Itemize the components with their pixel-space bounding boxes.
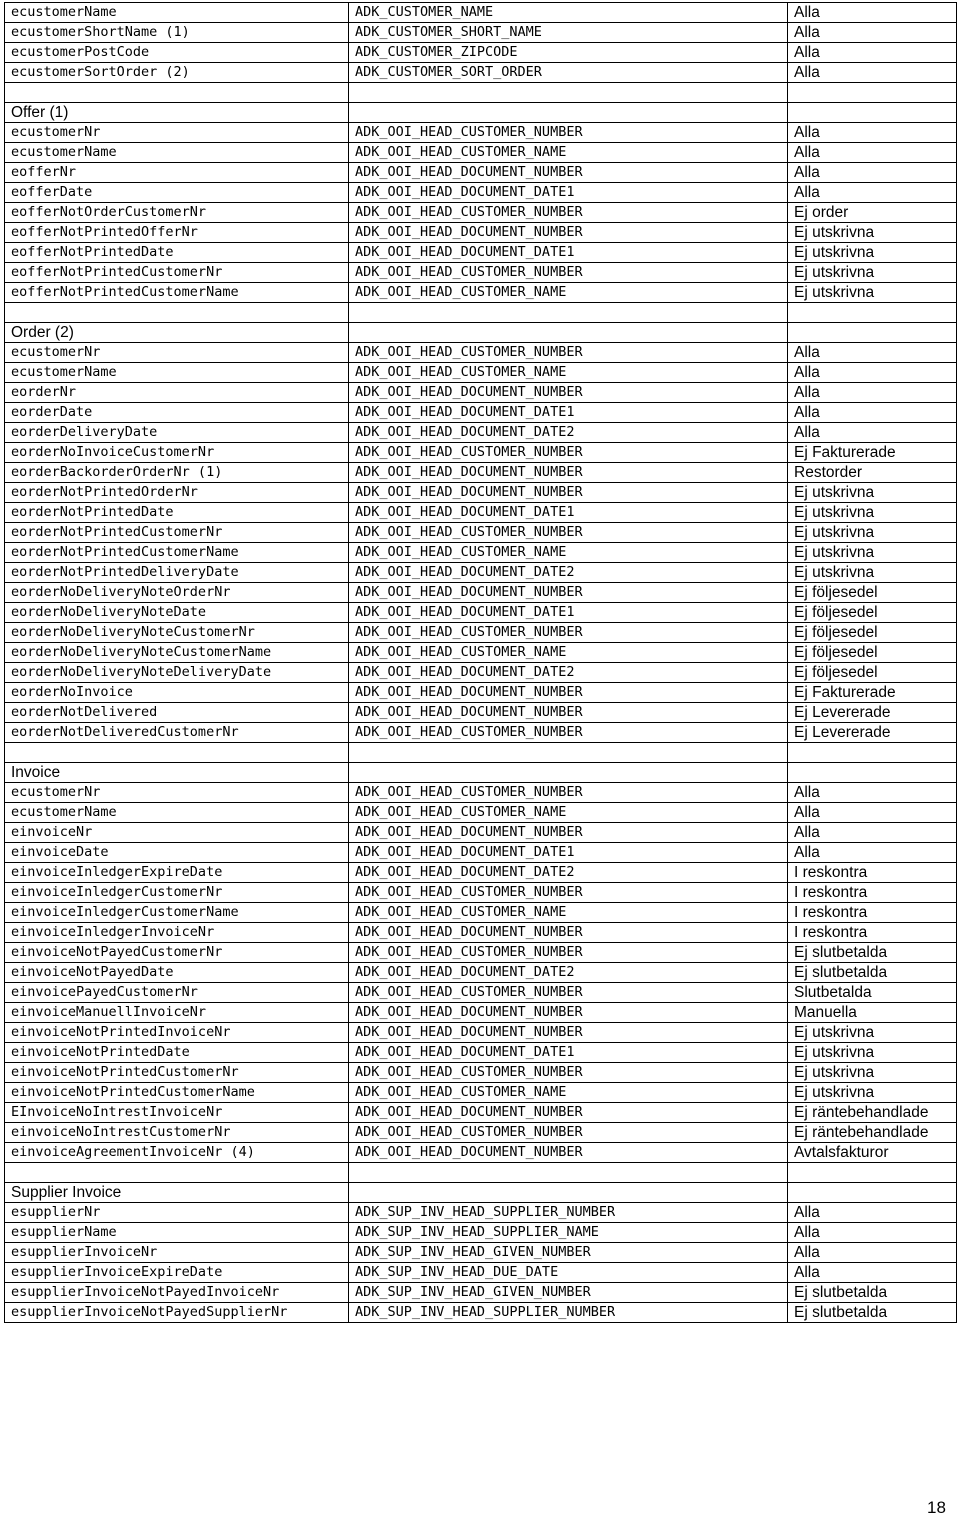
constant-name: ADK_OOI_HEAD_DOCUMENT_NUMBER	[349, 463, 788, 483]
variable-name: ecustomerSortOrder (2)	[5, 63, 349, 83]
empty-cell	[349, 1183, 788, 1203]
table-row	[5, 843, 957, 863]
table-row	[5, 463, 957, 483]
table-row	[5, 263, 957, 283]
filter-value: Alla	[788, 3, 957, 23]
variable-name: einvoiceNotPrintedCustomerNr	[5, 1063, 349, 1083]
variable-name: ecustomerName	[5, 143, 349, 163]
table-row	[5, 163, 957, 183]
variable-name: ecustomerPostCode	[5, 43, 349, 63]
table-row	[5, 203, 957, 223]
constant-name: ADK_OOI_HEAD_DOCUMENT_DATE1	[349, 503, 788, 523]
filter-value: Ej order	[788, 203, 957, 223]
variable-name: einvoiceDate	[5, 843, 349, 863]
variable-name: esupplierInvoiceNr	[5, 1243, 349, 1263]
filter-value: Alla	[788, 823, 957, 843]
table-row	[5, 1283, 957, 1303]
variable-name: eorderNoDeliveryNoteDeliveryDate	[5, 663, 349, 683]
section-heading-row	[5, 323, 957, 343]
variable-name: ecustomerName	[5, 363, 349, 383]
variable-name: einvoiceInledgerInvoiceNr	[5, 923, 349, 943]
filter-value: Alla	[788, 23, 957, 43]
constant-name: ADK_SUP_INV_HEAD_DUE_DATE	[349, 1263, 788, 1283]
filter-value: I reskontra	[788, 903, 957, 923]
constant-name: ADK_OOI_HEAD_CUSTOMER_NUMBER	[349, 783, 788, 803]
table-row	[5, 863, 957, 883]
table-row	[5, 143, 957, 163]
empty-cell	[788, 323, 957, 343]
filter-value: Alla	[788, 423, 957, 443]
table-row	[5, 123, 957, 143]
constant-name: ADK_OOI_HEAD_DOCUMENT_NUMBER	[349, 823, 788, 843]
variable-name: eorderNoDeliveryNoteDate	[5, 603, 349, 623]
table-row	[5, 523, 957, 543]
filter-value: Alla	[788, 63, 957, 83]
table-row	[5, 923, 957, 943]
variable-name: EInvoiceNoIntrestInvoiceNr	[5, 1103, 349, 1123]
table-row	[5, 243, 957, 263]
constant-name: ADK_OOI_HEAD_CUSTOMER_NAME	[349, 143, 788, 163]
constant-name: ADK_OOI_HEAD_DOCUMENT_DATE2	[349, 963, 788, 983]
constant-name: ADK_OOI_HEAD_DOCUMENT_NUMBER	[349, 1023, 788, 1043]
constant-name: ADK_OOI_HEAD_DOCUMENT_DATE1	[349, 403, 788, 423]
filter-value: Ej utskrivna	[788, 483, 957, 503]
filter-value: I reskontra	[788, 923, 957, 943]
variable-name: eorderNoInvoiceCustomerNr	[5, 443, 349, 463]
constant-name: ADK_OOI_HEAD_CUSTOMER_NUMBER	[349, 623, 788, 643]
variable-name: ecustomerNr	[5, 123, 349, 143]
constant-name: ADK_OOI_HEAD_CUSTOMER_NUMBER	[349, 883, 788, 903]
constant-name: ADK_OOI_HEAD_DOCUMENT_DATE1	[349, 843, 788, 863]
filter-value: Alla	[788, 383, 957, 403]
table-row	[5, 1263, 957, 1283]
constants-table-body	[5, 3, 957, 1323]
page-number: 18	[927, 1498, 946, 1517]
table-row	[5, 803, 957, 823]
table-row	[5, 543, 957, 563]
variable-name: einvoiceInledgerCustomerName	[5, 903, 349, 923]
section-heading-row	[5, 763, 957, 783]
constant-name: ADK_OOI_HEAD_DOCUMENT_DATE1	[349, 1043, 788, 1063]
filter-value: Ej utskrivna	[788, 1083, 957, 1103]
table-row	[5, 1143, 957, 1163]
filter-value: Ej slutbetalda	[788, 1303, 957, 1323]
table-row	[5, 423, 957, 443]
variable-name: eorderNotPrintedDeliveryDate	[5, 563, 349, 583]
filter-value: Alla	[788, 143, 957, 163]
filter-value: Alla	[788, 803, 957, 823]
table-row	[5, 683, 957, 703]
constant-name: ADK_OOI_HEAD_DOCUMENT_DATE2	[349, 423, 788, 443]
filter-value: Ej Fakturerade	[788, 683, 957, 703]
variable-name: einvoiceNoIntrestCustomerNr	[5, 1123, 349, 1143]
constant-name: ADK_OOI_HEAD_DOCUMENT_DATE2	[349, 563, 788, 583]
filter-value: I reskontra	[788, 863, 957, 883]
table-row	[5, 643, 957, 663]
variable-name: eorderDeliveryDate	[5, 423, 349, 443]
constant-name: ADK_SUP_INV_HEAD_GIVEN_NUMBER	[349, 1243, 788, 1263]
constant-name: ADK_OOI_HEAD_DOCUMENT_NUMBER	[349, 1143, 788, 1163]
variable-name: eofferNotOrderCustomerNr	[5, 203, 349, 223]
variable-name: eorderDate	[5, 403, 349, 423]
filter-value: Ej utskrivna	[788, 1063, 957, 1083]
section-heading-row	[5, 1183, 957, 1203]
constant-name: ADK_CUSTOMER_SHORT_NAME	[349, 23, 788, 43]
filter-value: Ej slutbetalda	[788, 1283, 957, 1303]
table-row	[5, 723, 957, 743]
constant-name: ADK_OOI_HEAD_CUSTOMER_NUMBER	[349, 723, 788, 743]
table-row	[5, 1003, 957, 1023]
variable-name: eofferNotPrintedCustomerNr	[5, 263, 349, 283]
filter-value: Alla	[788, 843, 957, 863]
filter-value: Ej utskrivna	[788, 503, 957, 523]
empty-cell	[5, 1163, 349, 1183]
table-row	[5, 943, 957, 963]
empty-cell	[788, 1183, 957, 1203]
filter-value: Slutbetalda	[788, 983, 957, 1003]
filter-value: Ej utskrivna	[788, 283, 957, 303]
variable-name: esupplierName	[5, 1223, 349, 1243]
variable-name: eorderNotDeliveredCustomerNr	[5, 723, 349, 743]
empty-cell	[788, 303, 957, 323]
filter-value: Restorder	[788, 463, 957, 483]
constant-name: ADK_OOI_HEAD_CUSTOMER_NUMBER	[349, 343, 788, 363]
variable-name: eorderNoDeliveryNoteCustomerNr	[5, 623, 349, 643]
table-row	[5, 223, 957, 243]
table-row	[5, 343, 957, 363]
variable-name: einvoiceNr	[5, 823, 349, 843]
variable-name: ecustomerName	[5, 803, 349, 823]
variable-name: einvoiceManuellInvoiceNr	[5, 1003, 349, 1023]
table-row	[5, 1043, 957, 1063]
variable-name: ecustomerName	[5, 3, 349, 23]
filter-value: Alla	[788, 163, 957, 183]
section-heading-row	[5, 103, 957, 123]
filter-value: Alla	[788, 783, 957, 803]
table-row	[5, 583, 957, 603]
empty-cell	[788, 743, 957, 763]
variable-name: eofferNr	[5, 163, 349, 183]
filter-value: Ej följesedel	[788, 623, 957, 643]
constant-name: ADK_OOI_HEAD_DOCUMENT_NUMBER	[349, 223, 788, 243]
variable-name: eorderNotDelivered	[5, 703, 349, 723]
filter-value: Ej följesedel	[788, 663, 957, 683]
filter-value: Ej följesedel	[788, 583, 957, 603]
constant-name: ADK_OOI_HEAD_DOCUMENT_NUMBER	[349, 1103, 788, 1123]
empty-cell	[788, 103, 957, 123]
filter-value: Ej utskrivna	[788, 543, 957, 563]
filter-value: Ej utskrivna	[788, 1043, 957, 1063]
empty-cell	[5, 743, 349, 763]
constant-name: ADK_OOI_HEAD_CUSTOMER_NAME	[349, 643, 788, 663]
table-row	[5, 903, 957, 923]
section-heading: Supplier Invoice	[5, 1183, 349, 1203]
constant-name: ADK_OOI_HEAD_DOCUMENT_DATE1	[349, 603, 788, 623]
filter-value: Ej följesedel	[788, 603, 957, 623]
filter-value: Alla	[788, 363, 957, 383]
filter-value: Alla	[788, 123, 957, 143]
spacer-row	[5, 303, 957, 323]
table-row	[5, 23, 957, 43]
constant-name: ADK_OOI_HEAD_CUSTOMER_NUMBER	[349, 983, 788, 1003]
variable-name: eofferNotPrintedDate	[5, 243, 349, 263]
empty-cell	[349, 303, 788, 323]
section-heading: Invoice	[5, 763, 349, 783]
variable-name: einvoiceInledgerCustomerNr	[5, 883, 349, 903]
variable-name: einvoiceInledgerExpireDate	[5, 863, 349, 883]
table-row	[5, 183, 957, 203]
filter-value: Alla	[788, 43, 957, 63]
table-row	[5, 783, 957, 803]
constant-name: ADK_SUP_INV_HEAD_GIVEN_NUMBER	[349, 1283, 788, 1303]
constant-name: ADK_CUSTOMER_ZIPCODE	[349, 43, 788, 63]
table-row	[5, 1103, 957, 1123]
table-row	[5, 883, 957, 903]
table-row	[5, 563, 957, 583]
variable-name: eorderNr	[5, 383, 349, 403]
variable-name: ecustomerNr	[5, 343, 349, 363]
table-row	[5, 963, 957, 983]
constant-name: ADK_OOI_HEAD_CUSTOMER_NAME	[349, 803, 788, 823]
constant-name: ADK_OOI_HEAD_CUSTOMER_NUMBER	[349, 1063, 788, 1083]
variable-name: einvoiceNotPrintedDate	[5, 1043, 349, 1063]
filter-value: Ej räntebehandlade	[788, 1123, 957, 1143]
variable-name: ecustomerNr	[5, 783, 349, 803]
constants-table	[4, 2, 957, 1323]
constant-name: ADK_SUP_INV_HEAD_SUPPLIER_NUMBER	[349, 1303, 788, 1323]
table-row	[5, 503, 957, 523]
constant-name: ADK_OOI_HEAD_CUSTOMER_NAME	[349, 283, 788, 303]
spacer-row	[5, 1163, 957, 1183]
table-row	[5, 1063, 957, 1083]
variable-name: einvoiceNotPrintedCustomerName	[5, 1083, 349, 1103]
table-row	[5, 823, 957, 843]
empty-cell	[349, 1163, 788, 1183]
filter-value: Ej Fakturerade	[788, 443, 957, 463]
variable-name: esupplierInvoiceNotPayedSupplierNr	[5, 1303, 349, 1323]
spacer-row	[5, 83, 957, 103]
table-row	[5, 1083, 957, 1103]
constant-name: ADK_OOI_HEAD_DOCUMENT_NUMBER	[349, 483, 788, 503]
filter-value: Alla	[788, 1203, 957, 1223]
variable-name: eorderNotPrintedCustomerNr	[5, 523, 349, 543]
table-row	[5, 63, 957, 83]
filter-value: Ej utskrivna	[788, 523, 957, 543]
constant-name: ADK_OOI_HEAD_CUSTOMER_NAME	[349, 1083, 788, 1103]
variable-name: eorderNotPrintedDate	[5, 503, 349, 523]
filter-value: Ej räntebehandlade	[788, 1103, 957, 1123]
empty-cell	[349, 743, 788, 763]
table-row	[5, 623, 957, 643]
table-row	[5, 1223, 957, 1243]
variable-name: esupplierNr	[5, 1203, 349, 1223]
variable-name: eorderNoInvoice	[5, 683, 349, 703]
table-row	[5, 1123, 957, 1143]
variable-name: eorderNotPrintedCustomerName	[5, 543, 349, 563]
constant-name: ADK_OOI_HEAD_CUSTOMER_NUMBER	[349, 123, 788, 143]
constant-name: ADK_OOI_HEAD_DOCUMENT_NUMBER	[349, 703, 788, 723]
filter-value: Ej Levererade	[788, 723, 957, 743]
filter-value: Ej följesedel	[788, 643, 957, 663]
variable-name: ecustomerShortName (1)	[5, 23, 349, 43]
table-row	[5, 1023, 957, 1043]
table-row	[5, 283, 957, 303]
table-row	[5, 3, 957, 23]
constant-name: ADK_OOI_HEAD_DOCUMENT_NUMBER	[349, 583, 788, 603]
filter-value: Alla	[788, 1263, 957, 1283]
constant-name: ADK_OOI_HEAD_CUSTOMER_NAME	[349, 543, 788, 563]
filter-value: Alla	[788, 343, 957, 363]
variable-name: eorderNoDeliveryNoteCustomerName	[5, 643, 349, 663]
constant-name: ADK_OOI_HEAD_CUSTOMER_NUMBER	[349, 203, 788, 223]
variable-name: eofferNotPrintedCustomerName	[5, 283, 349, 303]
filter-value: Ej utskrivna	[788, 1023, 957, 1043]
constant-name: ADK_OOI_HEAD_DOCUMENT_DATE2	[349, 663, 788, 683]
filter-value: Ej utskrivna	[788, 563, 957, 583]
filter-value: Ej slutbetalda	[788, 963, 957, 983]
table-row	[5, 443, 957, 463]
empty-cell	[349, 763, 788, 783]
filter-value: Alla	[788, 183, 957, 203]
table-row	[5, 983, 957, 1003]
constant-name: ADK_OOI_HEAD_DOCUMENT_NUMBER	[349, 1003, 788, 1023]
constant-name: ADK_OOI_HEAD_CUSTOMER_NAME	[349, 363, 788, 383]
empty-cell	[5, 83, 349, 103]
variable-name: einvoiceAgreementInvoiceNr (4)	[5, 1143, 349, 1163]
constant-name: ADK_OOI_HEAD_DOCUMENT_NUMBER	[349, 683, 788, 703]
constant-name: ADK_OOI_HEAD_DOCUMENT_DATE1	[349, 183, 788, 203]
table-row	[5, 483, 957, 503]
table-row	[5, 383, 957, 403]
variable-name: esupplierInvoiceExpireDate	[5, 1263, 349, 1283]
table-row	[5, 403, 957, 423]
empty-cell	[788, 763, 957, 783]
filter-value: Ej Levererade	[788, 703, 957, 723]
table-row	[5, 663, 957, 683]
variable-name: eofferNotPrintedOfferNr	[5, 223, 349, 243]
spacer-row	[5, 743, 957, 763]
filter-value: Ej slutbetalda	[788, 943, 957, 963]
filter-value: Ej utskrivna	[788, 223, 957, 243]
filter-value: Alla	[788, 1243, 957, 1263]
filter-value: Ej utskrivna	[788, 263, 957, 283]
filter-value: Alla	[788, 1223, 957, 1243]
filter-value: Manuella	[788, 1003, 957, 1023]
variable-name: esupplierInvoiceNotPayedInvoiceNr	[5, 1283, 349, 1303]
empty-cell	[788, 83, 957, 103]
variable-name: eofferDate	[5, 183, 349, 203]
empty-cell	[349, 103, 788, 123]
variable-name: eorderBackorderOrderNr (1)	[5, 463, 349, 483]
table-row	[5, 1303, 957, 1323]
constant-name: ADK_OOI_HEAD_DOCUMENT_DATE2	[349, 863, 788, 883]
constant-name: ADK_OOI_HEAD_DOCUMENT_NUMBER	[349, 383, 788, 403]
variable-name: einvoiceNotPayedDate	[5, 963, 349, 983]
constant-name: ADK_OOI_HEAD_CUSTOMER_NUMBER	[349, 943, 788, 963]
empty-cell	[349, 323, 788, 343]
constant-name: ADK_OOI_HEAD_DOCUMENT_NUMBER	[349, 163, 788, 183]
constant-name: ADK_SUP_INV_HEAD_SUPPLIER_NUMBER	[349, 1203, 788, 1223]
table-row	[5, 703, 957, 723]
constant-name: ADK_OOI_HEAD_DOCUMENT_NUMBER	[349, 923, 788, 943]
filter-value: Avtalsfakturor	[788, 1143, 957, 1163]
constant-name: ADK_OOI_HEAD_CUSTOMER_NUMBER	[349, 263, 788, 283]
constant-name: ADK_OOI_HEAD_DOCUMENT_DATE1	[349, 243, 788, 263]
variable-name: eorderNotPrintedOrderNr	[5, 483, 349, 503]
empty-cell	[788, 1163, 957, 1183]
constant-name: ADK_OOI_HEAD_CUSTOMER_NAME	[349, 903, 788, 923]
filter-value: Alla	[788, 403, 957, 423]
filter-value: Ej utskrivna	[788, 243, 957, 263]
constant-name: ADK_OOI_HEAD_CUSTOMER_NUMBER	[349, 1123, 788, 1143]
table-row	[5, 363, 957, 383]
table-row	[5, 1203, 957, 1223]
constant-name: ADK_CUSTOMER_NAME	[349, 3, 788, 23]
filter-value: I reskontra	[788, 883, 957, 903]
variable-name: einvoiceNotPayedCustomerNr	[5, 943, 349, 963]
constant-name: ADK_CUSTOMER_SORT_ORDER	[349, 63, 788, 83]
empty-cell	[5, 303, 349, 323]
constant-name: ADK_SUP_INV_HEAD_SUPPLIER_NAME	[349, 1223, 788, 1243]
variable-name: eorderNoDeliveryNoteOrderNr	[5, 583, 349, 603]
section-heading: Order (2)	[5, 323, 349, 343]
table-row	[5, 1243, 957, 1263]
constant-name: ADK_OOI_HEAD_CUSTOMER_NUMBER	[349, 523, 788, 543]
section-heading: Offer (1)	[5, 103, 349, 123]
constant-name: ADK_OOI_HEAD_CUSTOMER_NUMBER	[349, 443, 788, 463]
variable-name: einvoiceNotPrintedInvoiceNr	[5, 1023, 349, 1043]
variable-name: einvoicePayedCustomerNr	[5, 983, 349, 1003]
table-row	[5, 603, 957, 623]
table-row	[5, 43, 957, 63]
empty-cell	[349, 83, 788, 103]
